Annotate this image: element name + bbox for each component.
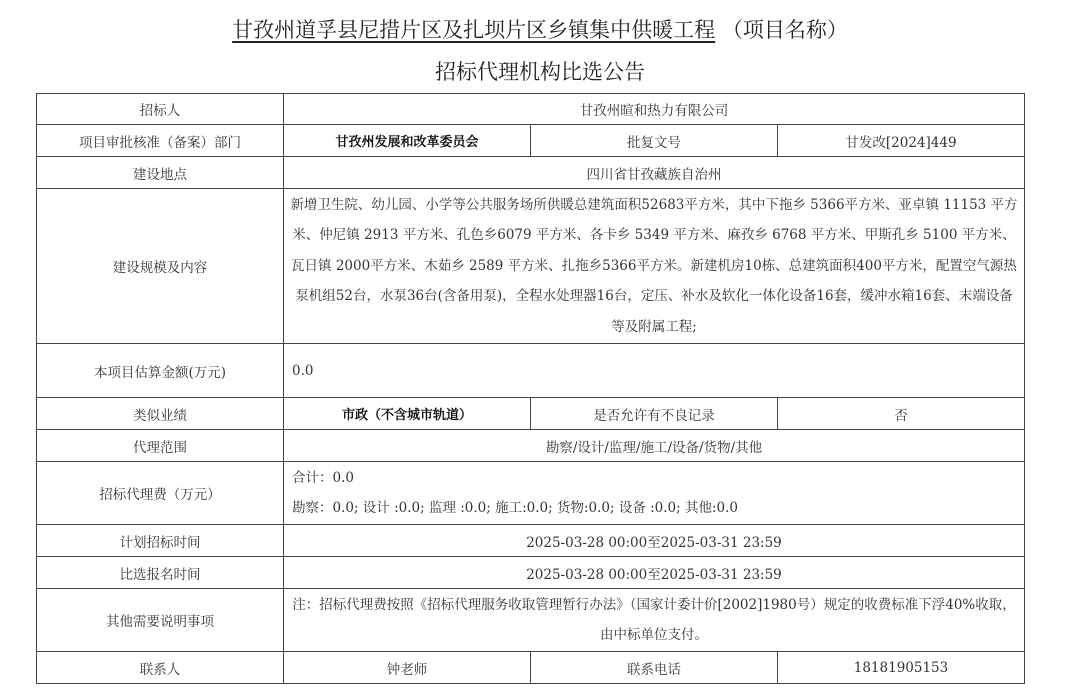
- row-budget: [37, 344, 1025, 398]
- value: 甘发改[2024]449: [778, 125, 1025, 157]
- label: 建设规模及内容: [37, 189, 284, 344]
- value: 四川省甘孜藏族自治州: [284, 157, 1025, 189]
- row-scale: [37, 189, 1025, 344]
- value: 注：招标代理费按照《招标代理服务收取管理暂行办法》（国家计委计价[2002]1980号）规定的收费标准下浮40%收取，由中标单位支付。: [284, 589, 1025, 652]
- label: 类似业绩: [37, 398, 284, 430]
- value: 新增卫生院、幼儿园、小学等公共服务场所供暖总建筑面积52683平方米，其中下拖乡 5366平方米、亚卓镇 11153 平方米、仲尼镇 2913 平方米、孔色乡6079 平方米、各卡乡 5349 平方米、麻孜乡 6768 平方米、甲斯孔乡 5100 平方米、瓦日镇 2000平方米、木茹乡 2589 平方米、扎拖乡5366平方米。新建机房10栋、总建筑面积400平方米，配置空气源热泵机组52台，水泵36台(含备用泵)，全程水处理器16台，定压、补水及软化一体化设备16套，缓冲水箱16套、末端设备等及附属工程;: [284, 189, 1025, 344]
- label: 其他需要说明事项: [37, 589, 284, 652]
- value: 市政（不含城市轨道）: [284, 398, 531, 430]
- value: 2025-03-28 00:00至2025-03-31 23:59: [284, 525, 1025, 557]
- value: 否: [778, 398, 1025, 430]
- row-contact: [37, 652, 1025, 684]
- value: 甘孜州暄和热力有限公司: [284, 94, 1025, 125]
- label: 代理范围: [37, 430, 284, 462]
- label: 建设地点: [37, 157, 284, 189]
- value: 甘孜州发展和改革委员会: [284, 125, 531, 157]
- announcement-table: [36, 93, 1025, 684]
- row-plan-time: [37, 525, 1025, 557]
- project-title: [0, 14, 1080, 44]
- project-name: 甘孜州道孚县尼措片区及扎坝片区乡镇集中供暖工程: [232, 18, 716, 42]
- label: 招标代理费（万元）: [37, 462, 284, 525]
- value: 0.0: [284, 344, 1025, 398]
- label: 联系电话: [531, 652, 778, 684]
- row-performance: [37, 398, 1025, 430]
- label: 招标人: [37, 94, 284, 125]
- label: 联系人: [37, 652, 284, 684]
- project-name-suffix: （项目名称）: [721, 18, 848, 42]
- value: 勘察/设计/监理/施工/设备/货物/其他: [284, 430, 1025, 462]
- fee-detail: 勘察：0.0; 设计 :0.0; 监理 :0.0; 施工:0.0; 货物:0.0; 设备 :0.0; 其他:0.0: [292, 500, 738, 516]
- label: 计划招标时间: [37, 525, 284, 557]
- row-signup-time: [37, 557, 1025, 589]
- value: 钟老师: [284, 652, 531, 684]
- row-location: [37, 157, 1025, 189]
- label: 是否允许有不良记录: [531, 398, 778, 430]
- page-subtitle: 招标代理机构比选公告: [435, 60, 645, 84]
- label: 批复文号: [531, 125, 778, 157]
- label: 项目审批核准（备案）部门: [37, 125, 284, 157]
- row-tenderer: [37, 94, 1025, 125]
- row-notes: [37, 589, 1025, 652]
- fee-total: 合计：0.0: [292, 470, 354, 486]
- label: 比选报名时间: [37, 557, 284, 589]
- value: 18181905153: [778, 652, 1025, 684]
- row-fee: [37, 462, 1025, 525]
- value: 2025-03-28 00:00至2025-03-31 23:59: [284, 557, 1025, 589]
- row-approval: [37, 125, 1025, 157]
- label: 本项目估算金额(万元): [37, 344, 284, 398]
- row-scope: [37, 430, 1025, 462]
